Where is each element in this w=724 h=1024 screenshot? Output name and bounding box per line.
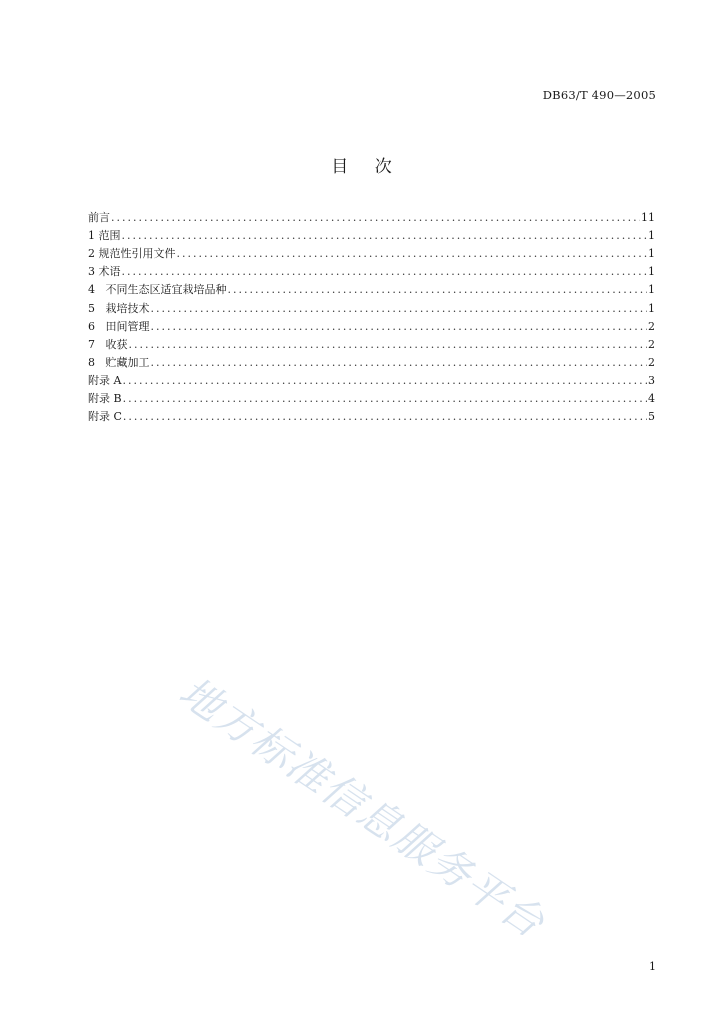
toc-item-page: 2: [648, 337, 655, 351]
toc-leader-dots: [151, 318, 648, 336]
toc-item-page: 1: [648, 283, 655, 297]
toc-leader-dots: [151, 354, 648, 372]
toc-item-harvest[interactable]: [88, 336, 655, 354]
toc-item-terms[interactable]: [88, 263, 655, 281]
toc-item-label: 前言: [88, 211, 110, 225]
toc-item-page: 11: [641, 211, 655, 225]
document-code: DB63/T 490—2005: [542, 88, 656, 102]
toc-item-label: 2 规范性引用文件: [88, 247, 176, 261]
toc-leader-dots: [123, 390, 647, 408]
toc-item-page: 1: [648, 301, 655, 315]
toc-item-varieties[interactable]: [88, 281, 655, 299]
page-number: 1: [649, 960, 656, 973]
toc-item-field-management[interactable]: [88, 318, 655, 336]
toc-item-page: 1: [648, 247, 655, 261]
toc-leader-dots: [228, 281, 648, 299]
toc-item-appendix-b[interactable]: [88, 390, 655, 408]
toc-leader-dots: [122, 263, 648, 281]
toc-item-page: 3: [648, 373, 655, 387]
watermark-text: 地方标准信息服务平台: [170, 667, 554, 948]
toc-leader-dots: [151, 300, 648, 318]
toc-item-label: 附录 C: [88, 410, 122, 424]
toc-leader-dots: [122, 227, 648, 245]
toc-item-scope[interactable]: [88, 227, 655, 245]
toc-item-page: 2: [648, 355, 655, 369]
toc-leader-dots: [123, 408, 647, 426]
page-title: 目 次: [331, 157, 393, 177]
toc-leader-dots: [122, 372, 647, 390]
toc-item-cultivation[interactable]: [88, 299, 655, 317]
toc-leader-dots: [129, 336, 648, 354]
toc-item-label: 附录 A: [88, 373, 122, 387]
toc-item-label: 1 范围: [88, 229, 121, 243]
toc-item-appendix-a[interactable]: [88, 372, 655, 390]
toc-item-label: 4 不同生态区适宜栽培品种: [88, 283, 227, 297]
toc-leader-dots: [177, 245, 648, 263]
toc-item-foreword[interactable]: [88, 209, 655, 227]
toc-item-label: 附录 B: [88, 392, 122, 406]
toc-item-label: 5 栽培技术: [88, 301, 150, 315]
toc-item-label: 6 田间管理: [88, 319, 150, 333]
toc-item-appendix-c[interactable]: [88, 408, 655, 426]
toc-item-label: 3 术语: [88, 265, 121, 279]
toc-item-page: 5: [648, 410, 655, 424]
toc-item-label: 8 贮藏加工: [88, 355, 150, 369]
toc-item-normative-references[interactable]: [88, 245, 655, 263]
toc-item-storage-processing[interactable]: [88, 354, 655, 372]
toc-item-page: 4: [648, 392, 655, 406]
toc-item-page: 1: [648, 229, 655, 243]
toc-leader-dots: [111, 209, 640, 227]
toc-item-page: 2: [648, 319, 655, 333]
toc-item-label: 7 收获: [88, 337, 128, 351]
toc-item-page: 1: [648, 265, 655, 279]
table-of-contents: [88, 209, 655, 426]
